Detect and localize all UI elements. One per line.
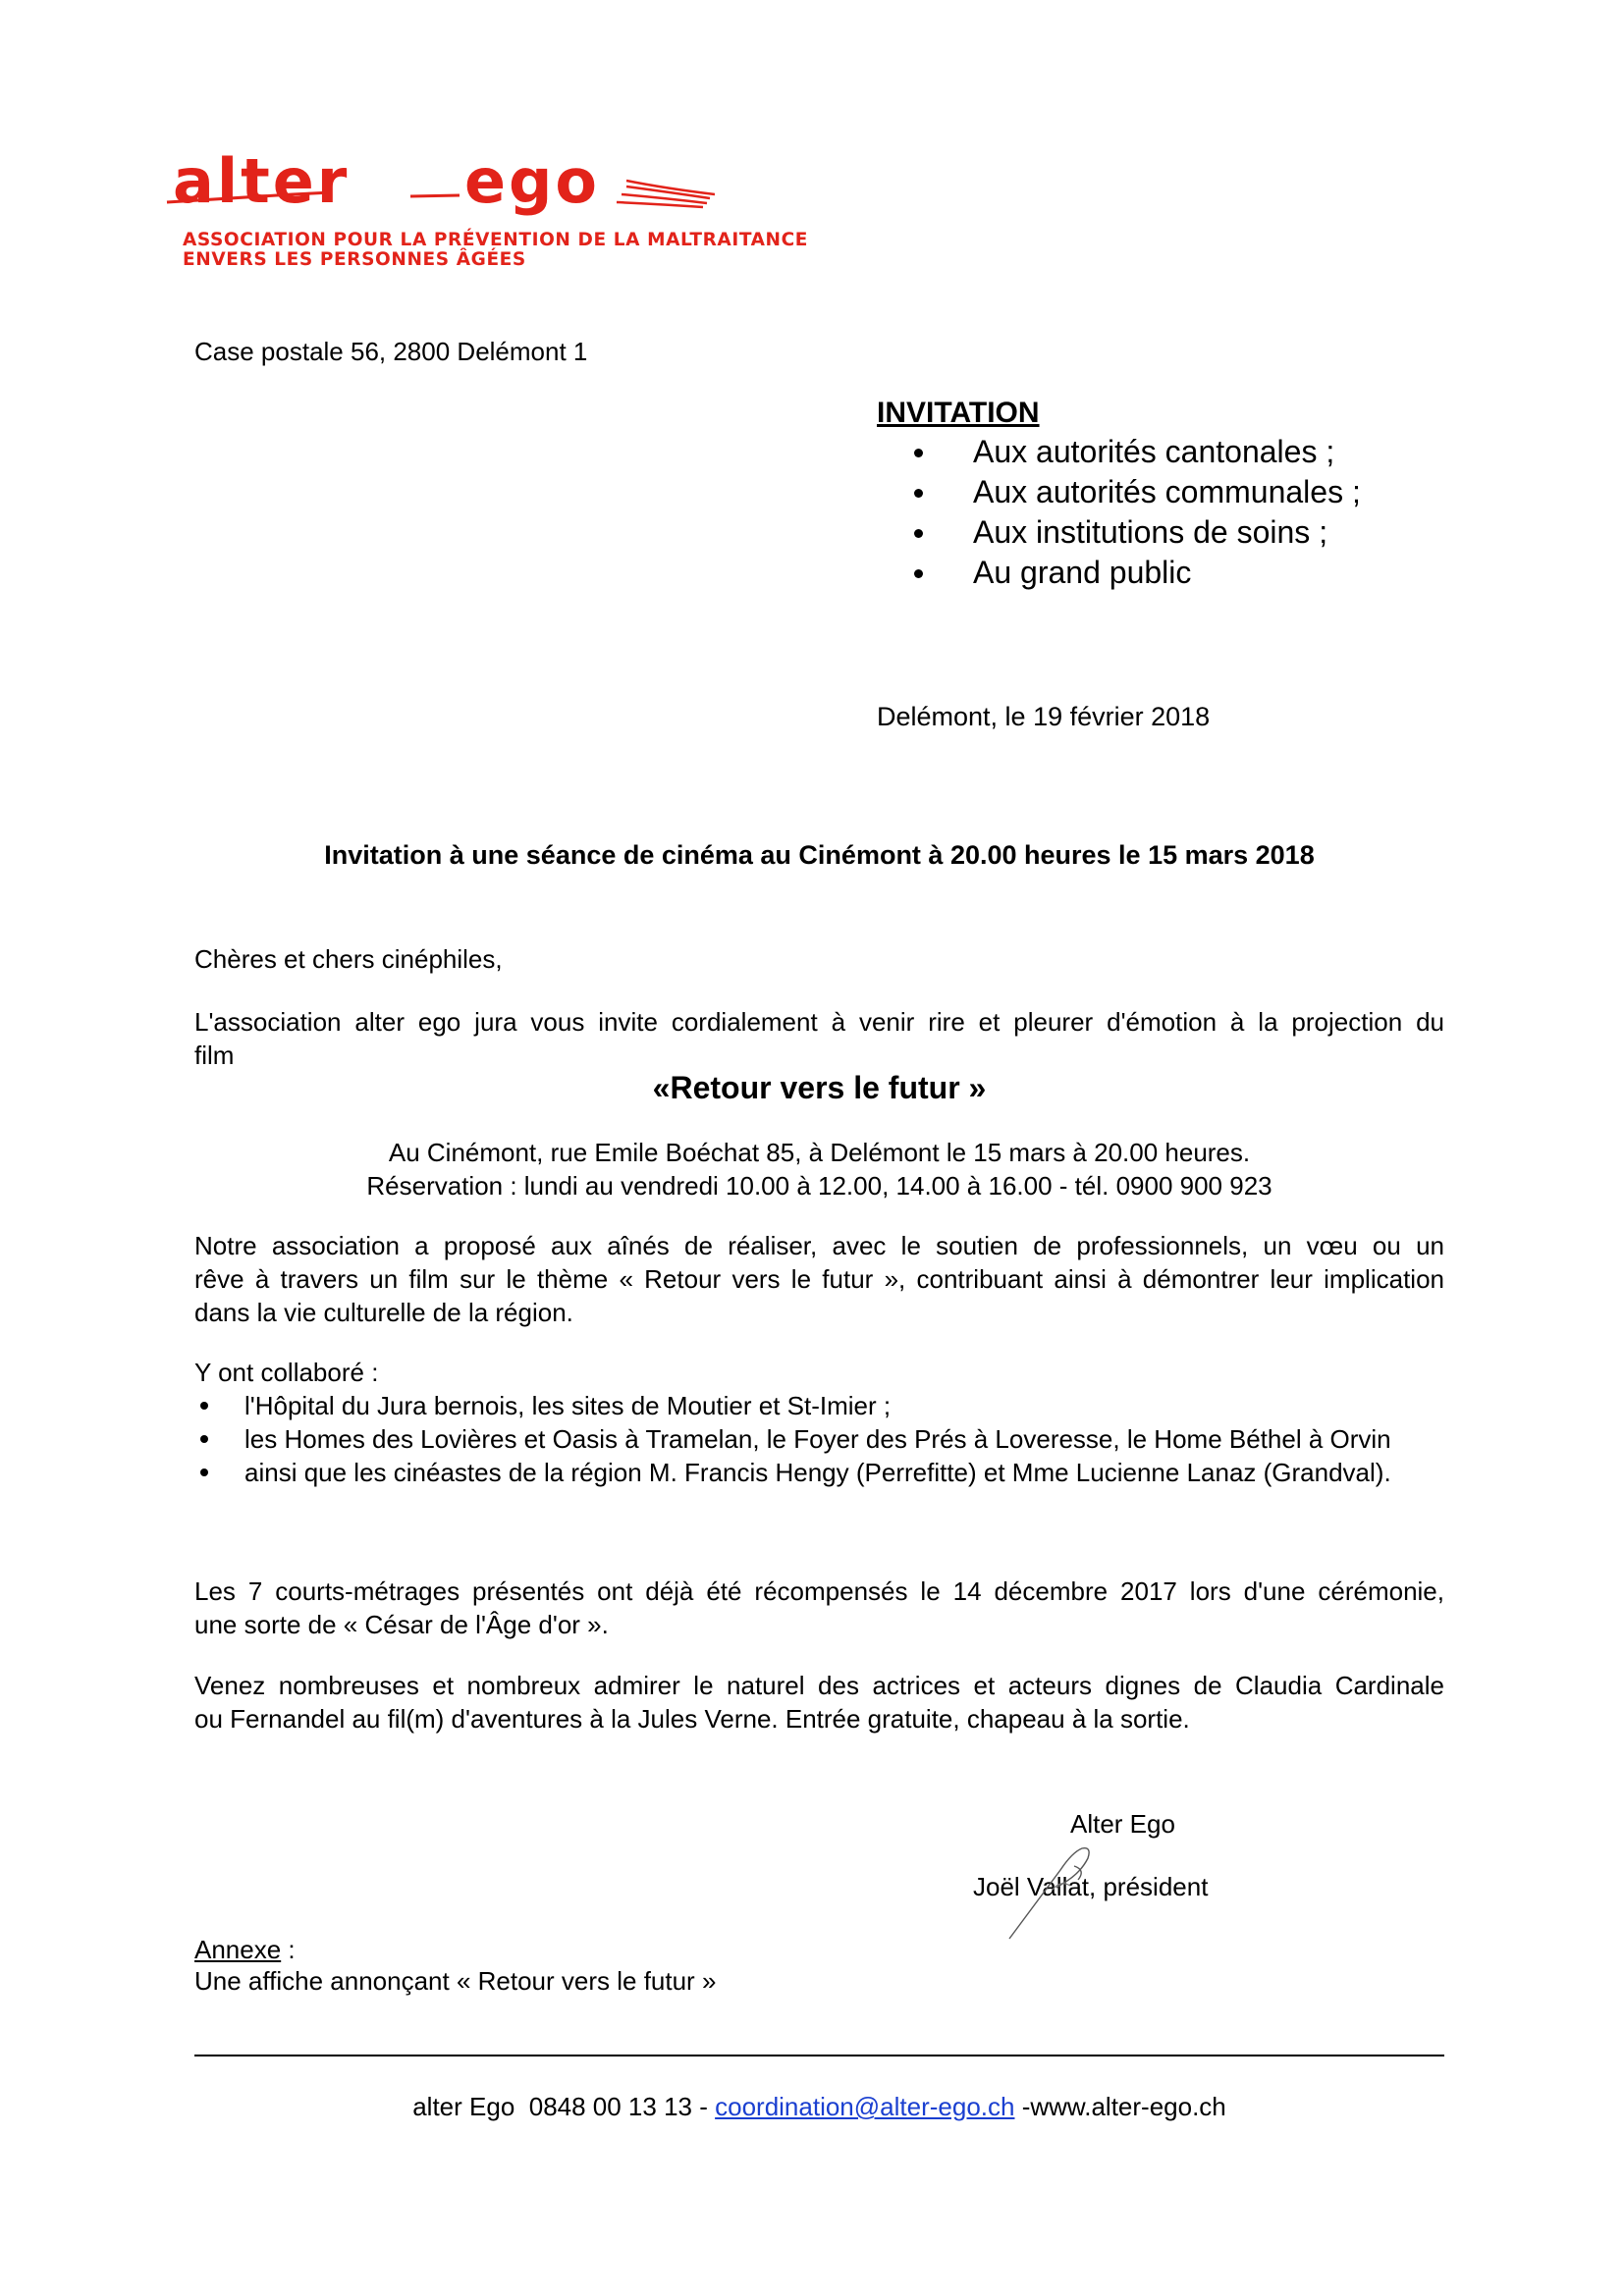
collaborator-item: l'Hôpital du Jura bernois, les sites de Moutier et St-Imier ; [194,1389,1444,1422]
invitation-title: INVITATION [877,397,1040,429]
collaborators-heading: Y ont collaboré : [194,1358,379,1387]
recipient-item: Au grand public [877,553,1361,593]
logo [165,147,813,275]
salutation: Chères et chers cinéphiles, [194,944,503,974]
intro-line-1: L'association alter ego jura vous invite cordialement à venir rire et pleurer d'émotion à la projection du [194,1007,1444,1037]
awards-line-2: une sorte de « César de l'Âge d'or ». [194,1610,609,1639]
annex-text: Une affiche annonçant « Retour vers le futur » [194,1966,717,1996]
invitation-block [877,395,1361,593]
signature-org: Alter Ego [1070,1809,1175,1839]
awards-paragraph [194,1575,1444,1641]
project-paragraph [194,1229,1444,1329]
signature-name: Joël Vallat, président [973,1872,1209,1901]
closing-line-2: ou Fernandel au fil(m) d'aventures à la Jules Verne. Entrée gratuite, chapeau à la sortie. [194,1704,1190,1734]
footer-website[interactable]: -www.alter-ego.ch [1014,2092,1226,2121]
collaborators-block [194,1356,1444,1489]
closing-paragraph [194,1669,1444,1735]
annex-label: Annexe [194,1935,282,1964]
handwritten-signature [1001,1841,1119,1949]
collaborator-item: les Homes des Lovières et Oasis à Tramelan, le Foyer des Prés à Loveresse, le Home Béthel à Orvin [194,1422,1444,1456]
awards-line-1: Les 7 courts-métrages présentés ont déjà été récompensés le 14 décembre 2017 lors d'une cérémonie, [194,1576,1444,1606]
recipient-item: Aux autorités cantonales ; [877,432,1361,472]
logo-word-ego: ego [464,145,601,217]
subject-heading: Invitation à une séance de cinéma au Cinémont à 20.00 heures le 15 mars 2018 [324,840,1315,870]
annex-label-suffix: : [281,1935,296,1964]
logo-swoosh-icon [165,175,715,214]
collaborator-item: ainsi que les cinéastes de la région M. Francis Hengy (Perrefitte) et Mme Lucienne Lanaz (Grandval). [194,1456,1444,1489]
recipient-item: Aux institutions de soins ; [877,512,1361,553]
intro-paragraph [194,1005,1444,1072]
footer-line [194,2090,1444,2123]
closing-line-1: Venez nombreuses et nombreux admirer le naturel des actrices et acteurs dignes de Claudia Cardinale [194,1671,1444,1700]
project-line-1: Notre association a proposé aux aînés de réaliser, avec le soutien de professionnels, un vœu ou un [194,1231,1444,1260]
footer-divider [194,2055,1444,2056]
footer-prefix: alter Ego 0848 00 13 13 - [412,2092,716,2121]
postal-address: Case postale 56, 2800 Delémont 1 [194,337,588,366]
venue-block [194,1136,1444,1202]
logo-tagline-1: ASSOCIATION POUR LA PRÉVENTION DE LA MALTRAITANCE [183,230,809,250]
project-line-2: rêve à travers un film sur le thème « Retour vers le futur », contribuant ainsi à démontrer leur implication [194,1264,1444,1294]
date-line: Delémont, le 19 février 2018 [877,702,1211,731]
reservation-line: Réservation : lundi au vendredi 10.00 à 12.00, 14.00 à 16.00 - tél. 0900 900 923 [366,1171,1272,1201]
annex-label-line [194,1933,296,1966]
footer-email-link[interactable]: coordination@alter-ego.ch [715,2092,1015,2121]
recipient-item: Aux autorités communales ; [877,472,1361,512]
project-line-3: dans la vie culturelle de la région. [194,1298,573,1327]
intro-line-2: film [194,1041,235,1070]
logo-tagline-2: ENVERS LES PERSONNES ÂGÉES [183,249,526,270]
recipient-list [877,432,1361,593]
logo-word-alter: alter [173,145,351,217]
venue-line: Au Cinémont, rue Emile Boéchat 85, à Delémont le 15 mars à 20.00 heures. [388,1138,1251,1167]
film-title: «Retour vers le futur » [652,1070,987,1105]
collaborators-list [194,1389,1444,1489]
